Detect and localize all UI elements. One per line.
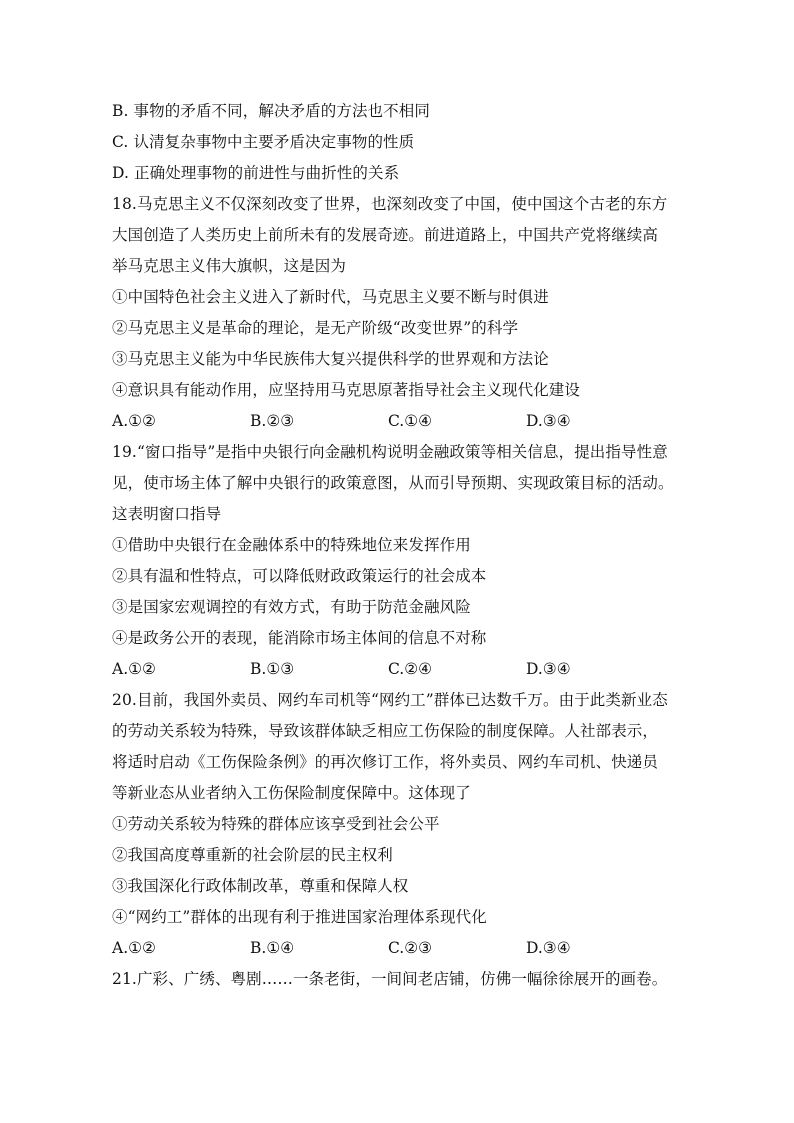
q20-option-b: B.①④ bbox=[250, 939, 295, 957]
q17-option-b: B. 事物的矛盾不同，解决矛盾的方法也不相同 bbox=[112, 102, 430, 120]
q19-options bbox=[112, 654, 692, 685]
q20-options bbox=[112, 933, 692, 964]
q18-option-d: D.③④ bbox=[526, 412, 571, 430]
q17-option-c: C. 认清复杂事物中主要矛盾决定事物的性质 bbox=[112, 133, 415, 151]
q19-stem-line: 这表明窗口指导 bbox=[112, 505, 222, 523]
q18-option-b: B.②③ bbox=[250, 412, 295, 430]
q18-stem-line: 18.马克思主义不仅深刻改变了世界，也深刻改变了中国，使中国这个古老的东方 bbox=[112, 195, 668, 213]
q20-option-c: C.②③ bbox=[388, 939, 433, 957]
q19-statement-3: ③是国家宏观调控的有效方式，有助于防范金融风险 bbox=[112, 598, 471, 616]
q18-statement-1: ①中国特色社会主义进入了新时代，马克思主义要不断与时俱进 bbox=[112, 288, 549, 306]
q20-statement-4: ④“网约工”群体的出现有利于推进国家治理体系现代化 bbox=[112, 908, 487, 926]
q19-option-a: A.①② bbox=[112, 660, 156, 678]
q19-statement-2: ②具有温和性特点，可以降低财政政策运行的社会成本 bbox=[112, 567, 487, 585]
q19-stem-line: 19.“窗口指导”是指中央银行向金融机构说明金融政策等相关信息，提出指导性意 bbox=[112, 443, 668, 461]
q20-statement-2: ②我国高度尊重新的社会阶层的民主权利 bbox=[112, 846, 393, 864]
q20-stem-line: 将适时启动《工伤保险条例》的再次修订工作，将外卖员、网约车司机、快递员 bbox=[112, 753, 659, 771]
q18-stem-line: 大国创造了人类历史上前所未有的发展奇迹。前进道路上，中国共产党将继续高 bbox=[112, 226, 659, 244]
q20-stem-line: 的劳动关系较为特殊，导致该群体缺乏相应工伤保险的制度保障。人社部表示， bbox=[112, 722, 659, 740]
q18-option-a: A.①② bbox=[112, 412, 156, 430]
q19-statement-1: ①借助中央银行在金融体系中的特殊地位来发挥作用 bbox=[112, 536, 471, 554]
question-21 bbox=[112, 964, 692, 995]
q20-statement-3: ③我国深化行政体制改革，尊重和保障人权 bbox=[112, 877, 409, 895]
q19-option-d: D.③④ bbox=[526, 660, 571, 678]
q19-statement-4: ④是政务公开的表现，能消除市场主体间的信息不对称 bbox=[112, 629, 487, 647]
question-18 bbox=[112, 189, 692, 437]
q17-option-d: D. 正确处理事物的前进性与曲折性的关系 bbox=[112, 164, 400, 182]
question-20 bbox=[112, 685, 692, 964]
page-content bbox=[112, 96, 692, 995]
q19-stem-line: 见，使市场主体了解中央银行的政策意图，从而引导预期、实现政策目标的活动。 bbox=[112, 474, 674, 492]
q20-statement-1: ①劳动关系较为特殊的群体应该享受到社会公平 bbox=[112, 815, 440, 833]
q20-stem-line: 等新业态从业者纳入工伤保险制度保障中。这体现了 bbox=[112, 784, 471, 802]
q18-option-c: C.①④ bbox=[388, 412, 433, 430]
q18-stem-line: 举马克思主义伟大旗帜，这是因为 bbox=[112, 257, 347, 275]
q19-option-b: B.①③ bbox=[250, 660, 295, 678]
q18-statement-4: ④意识具有能动作用，应坚持用马克思原著指导社会主义现代化建设 bbox=[112, 381, 581, 399]
q20-stem-line: 20.目前，我国外卖员、网约车司机等“网约工”群体已达数千万。由于此类新业态 bbox=[112, 691, 668, 709]
q19-option-c: C.②④ bbox=[388, 660, 433, 678]
q18-statement-3: ③马克思主义能为中华民族伟大复兴提供科学的世界观和方法论 bbox=[112, 350, 549, 368]
q20-option-d: D.③④ bbox=[526, 939, 571, 957]
question-19 bbox=[112, 437, 692, 685]
q18-statement-2: ②马克思主义是革命的理论，是无产阶级“改变世界”的科学 bbox=[112, 319, 519, 337]
q21-stem-line: 21.广彩、广绣、粤剧……一条老街，一间间老店铺，仿佛一幅徐徐展开的画卷。 bbox=[112, 970, 668, 988]
q18-options bbox=[112, 406, 692, 437]
q20-option-a: A.①② bbox=[112, 939, 156, 957]
